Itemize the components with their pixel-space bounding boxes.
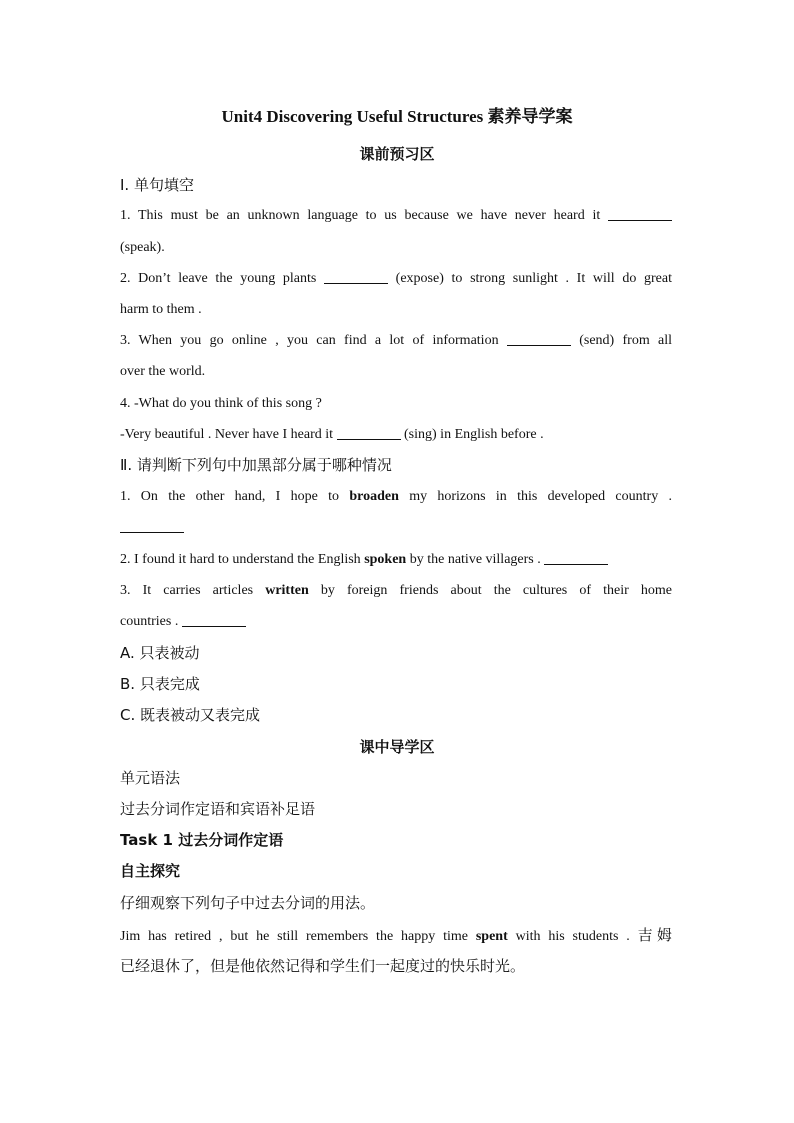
- part1-q4-line1: 4. -What do you think of this song ?: [120, 396, 322, 411]
- section-heading-class: 课中导学区: [359, 738, 435, 756]
- part2-q3-line1: 3. It carries articles written by foreign friends about the cultures of their home: [120, 583, 672, 598]
- option-a: A. 只表被动: [120, 644, 200, 662]
- part2-q3-line2: countries .: [120, 612, 672, 632]
- part2-q1-line2: [120, 518, 672, 538]
- part1-q2-line1: 2. Don’t leave the young plants (expose) to strong sunlight . It will do great: [120, 271, 672, 286]
- part2-heading: Ⅱ. 请判断下列句中加黑部分属于哪种情况: [120, 456, 392, 474]
- part2-q1-line1: 1. On the other hand, I hope to broaden my horizons in this developed country .: [120, 489, 672, 504]
- grammar-topic: 过去分词作定语和宾语补足语: [120, 800, 316, 818]
- answer-blank[interactable]: [337, 425, 401, 440]
- part1-q2-line2: harm to them .: [120, 302, 202, 317]
- part1-heading: I. 单句填空: [120, 176, 194, 194]
- task1-heading: Task 1 过去分词作定语: [120, 831, 284, 849]
- option-b: B. 只表完成: [120, 675, 200, 693]
- answer-blank[interactable]: [182, 612, 246, 627]
- instruction-text: 仔细观察下列句子中过去分词的用法。: [120, 894, 376, 912]
- part1-q3-line2: over the world.: [120, 364, 206, 379]
- example-line1: Jim has retired , but he still remembers the happy time spent with his students . 吉姆: [120, 926, 672, 944]
- answer-blank[interactable]: [324, 269, 388, 284]
- part1-q4-line2: -Very beautiful . Never have I heard it (sing) in English before .: [120, 427, 544, 442]
- option-c: C. 既表被动又表完成: [120, 706, 261, 724]
- example-line2: 已经退休了，但是他依然记得和学生们一起度过的快乐时光。: [120, 957, 526, 975]
- explore-heading: 自主探究: [120, 862, 181, 880]
- answer-blank[interactable]: [544, 550, 608, 565]
- answer-blank[interactable]: [608, 206, 672, 221]
- part1-q3-line1: 3. When you go online , you can find a lot of information (send) from all: [120, 333, 673, 348]
- answer-blank[interactable]: [120, 518, 184, 533]
- part1-q1-line2: (speak).: [120, 240, 165, 255]
- part2-q2-line: 2. I found it hard to understand the English spoken by the native villagers .: [120, 550, 672, 570]
- document-title: Unit4 Discovering Useful Structures 素养导学案: [221, 107, 573, 126]
- answer-blank[interactable]: [507, 331, 571, 346]
- section-heading-preview: 课前预习区: [359, 145, 435, 163]
- part1-q1-line1: 1. This must be an unknown language to us because we have never heard it: [120, 206, 672, 226]
- grammar-unit: 单元语法: [120, 769, 181, 787]
